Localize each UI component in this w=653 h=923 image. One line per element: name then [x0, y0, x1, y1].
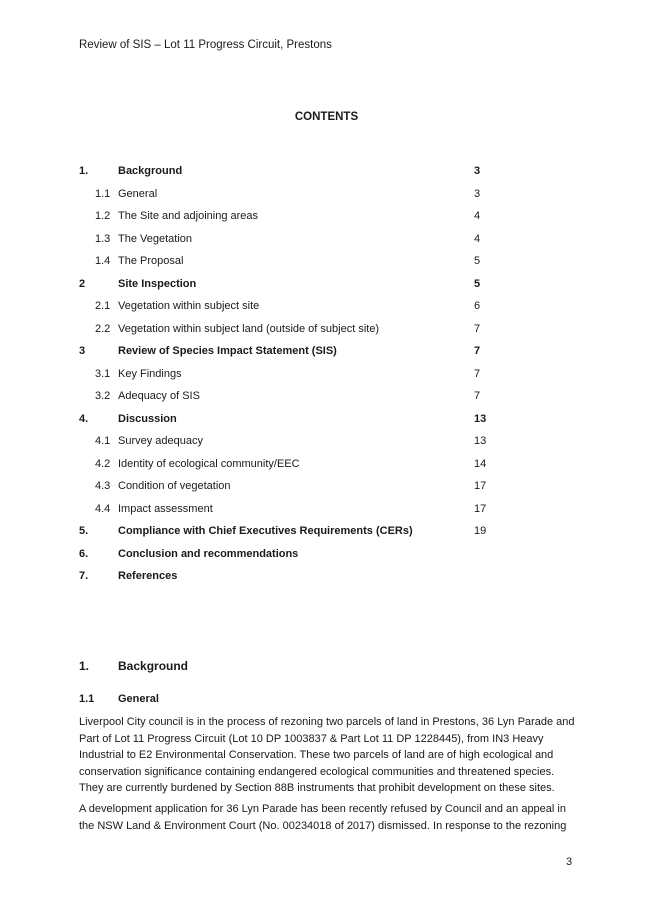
toc-entry[interactable]: [79, 186, 499, 209]
toc-entry-title: Vegetation within subject site: [118, 300, 260, 312]
toc-entry-title: The Vegetation: [118, 232, 193, 245]
toc-entry-number: 1.3: [95, 232, 111, 245]
paragraph-line: conservation significance containing endangered ecological communities and threatened species.: [79, 765, 555, 778]
toc-entry-title: Condition of vegetation: [118, 480, 231, 492]
toc-entry-number: 1.: [79, 165, 89, 177]
toc-entry-number: 3.1: [95, 367, 111, 380]
toc-entry[interactable]: [79, 276, 499, 299]
toc-entry[interactable]: [79, 411, 499, 434]
paragraph-line: Industrial to E2 Environmental Conservation. These two parcels of land are of high ecological and: [79, 749, 554, 761]
page-number: 3: [566, 856, 573, 868]
toc-entry-number: 3.2: [95, 390, 111, 402]
toc-entry-title: Background: [118, 165, 183, 177]
toc-entry-number: 4.1: [95, 435, 111, 447]
toc-entry-number: 2: [79, 277, 86, 290]
toc-entry-title: Key Findings: [118, 367, 182, 380]
paragraph-line: Liverpool City council is in the process of rezoning two parcels of land in Prestons, 36 Lyn Parade and: [79, 716, 575, 728]
toc-entry-page: 13: [474, 412, 487, 425]
toc-entry-number: 6.: [79, 547, 89, 560]
toc-entry-number: 3: [79, 345, 86, 357]
toc-entry-page: 5: [474, 255, 481, 267]
toc-entry-page: 5: [474, 277, 481, 290]
toc-entry[interactable]: [79, 546, 499, 569]
toc-entry-title: The Site and adjoining areas: [118, 210, 259, 222]
toc-entry-page: 3: [474, 187, 481, 200]
paragraph-line: They are currently burdened by Section 88B instruments that prohibit development on these sites.: [79, 782, 555, 794]
toc-entry-number: 1.4: [95, 255, 111, 267]
toc-entry-page: 7: [474, 345, 481, 357]
toc-entry-number: 5.: [79, 525, 89, 537]
toc-entry[interactable]: [79, 433, 499, 456]
toc-entry[interactable]: [79, 501, 499, 524]
toc-entry-title: The Proposal: [118, 255, 184, 267]
toc-entry-number: 7.: [79, 570, 89, 582]
toc-entry-page: 7: [474, 322, 481, 335]
toc-entry-page: 7: [474, 390, 481, 402]
toc-entry-title: Review of Species Impact Statement (SIS): [118, 345, 337, 357]
toc-entry[interactable]: [79, 478, 499, 501]
toc-entry-page: 4: [474, 210, 481, 222]
toc-entry-title: Adequacy of SIS: [118, 390, 200, 402]
toc-entry-page: 13: [474, 435, 487, 447]
contents-title: CONTENTS: [294, 111, 359, 123]
toc-entry-number: 2.1: [95, 300, 111, 312]
toc-entry[interactable]: [79, 231, 499, 254]
toc-entry-page: 17: [474, 502, 487, 515]
subsection-heading: [79, 693, 159, 705]
toc-entry-number: 4.4: [95, 502, 111, 515]
toc-entry[interactable]: [79, 163, 499, 186]
paragraph-line: Part of Lot 11 Progress Circuit (Lot 10 DP 1003837 & Part Lot 11 DP 1228445), from IN3 Heavy: [79, 732, 544, 745]
toc-entry-page: 3: [474, 165, 481, 177]
subsection-title: General: [118, 693, 159, 705]
toc-entry[interactable]: [79, 388, 499, 411]
body-paragraph: [79, 714, 579, 797]
toc-entry[interactable]: [79, 343, 499, 366]
toc-entry-title: General: [118, 187, 158, 200]
toc-entry-page: 6: [474, 300, 481, 312]
toc-entry-number: 1.1: [95, 187, 111, 200]
toc-entry-page: 4: [474, 232, 481, 245]
paragraph-line: the NSW Land & Environment Court (No. 00234018 of 2017) dismissed. In response to the rezoning: [79, 819, 567, 832]
toc-entry-title: Discussion: [118, 412, 177, 425]
toc-entry-page: 17: [474, 480, 487, 492]
toc-entry[interactable]: [79, 253, 499, 276]
toc-entry[interactable]: [79, 321, 499, 344]
toc-entry-title: Impact assessment: [118, 502, 213, 515]
toc-entry-title: Survey adequacy: [118, 435, 203, 447]
toc-entry-title: Conclusion and recommendations: [118, 547, 299, 560]
subsection-number: 1.1: [79, 693, 95, 705]
toc-entry[interactable]: [79, 523, 499, 546]
toc-entry[interactable]: [79, 298, 499, 321]
toc-entry[interactable]: [79, 208, 499, 231]
body-paragraph: [79, 801, 579, 834]
toc-entry[interactable]: [79, 456, 499, 479]
toc-entry-page: 19: [474, 525, 487, 537]
toc-entry-title: Compliance with Chief Executives Requirements (CERs): [118, 525, 413, 537]
toc-entry-number: 1.2: [95, 210, 111, 222]
table-of-contents: [79, 163, 499, 591]
section-number: 1.: [79, 659, 90, 673]
toc-entry-number: 4.3: [95, 480, 111, 492]
paragraph-line: A development application for 36 Lyn Parade has been recently refused by Council and an appeal in: [79, 803, 566, 815]
toc-entry-title: Identity of ecological community/EEC: [118, 457, 300, 470]
running-header: Review of SIS – Lot 11 Progress Circuit, Prestons: [79, 39, 332, 51]
toc-entry-number: 2.2: [95, 322, 111, 335]
toc-entry-number: 4.2: [95, 457, 111, 470]
section-heading: [79, 659, 189, 673]
toc-entry-page: 14: [474, 457, 487, 470]
toc-entry-page: 7: [474, 367, 481, 380]
toc-entry-title: Site Inspection: [118, 277, 197, 290]
toc-entry[interactable]: [79, 568, 499, 591]
toc-entry[interactable]: [79, 366, 499, 389]
toc-entry-title: References: [118, 570, 178, 582]
toc-entry-title: Vegetation within subject land (outside of subject site): [118, 322, 380, 335]
section-title: Background: [118, 659, 189, 673]
toc-entry-number: 4.: [79, 412, 89, 425]
